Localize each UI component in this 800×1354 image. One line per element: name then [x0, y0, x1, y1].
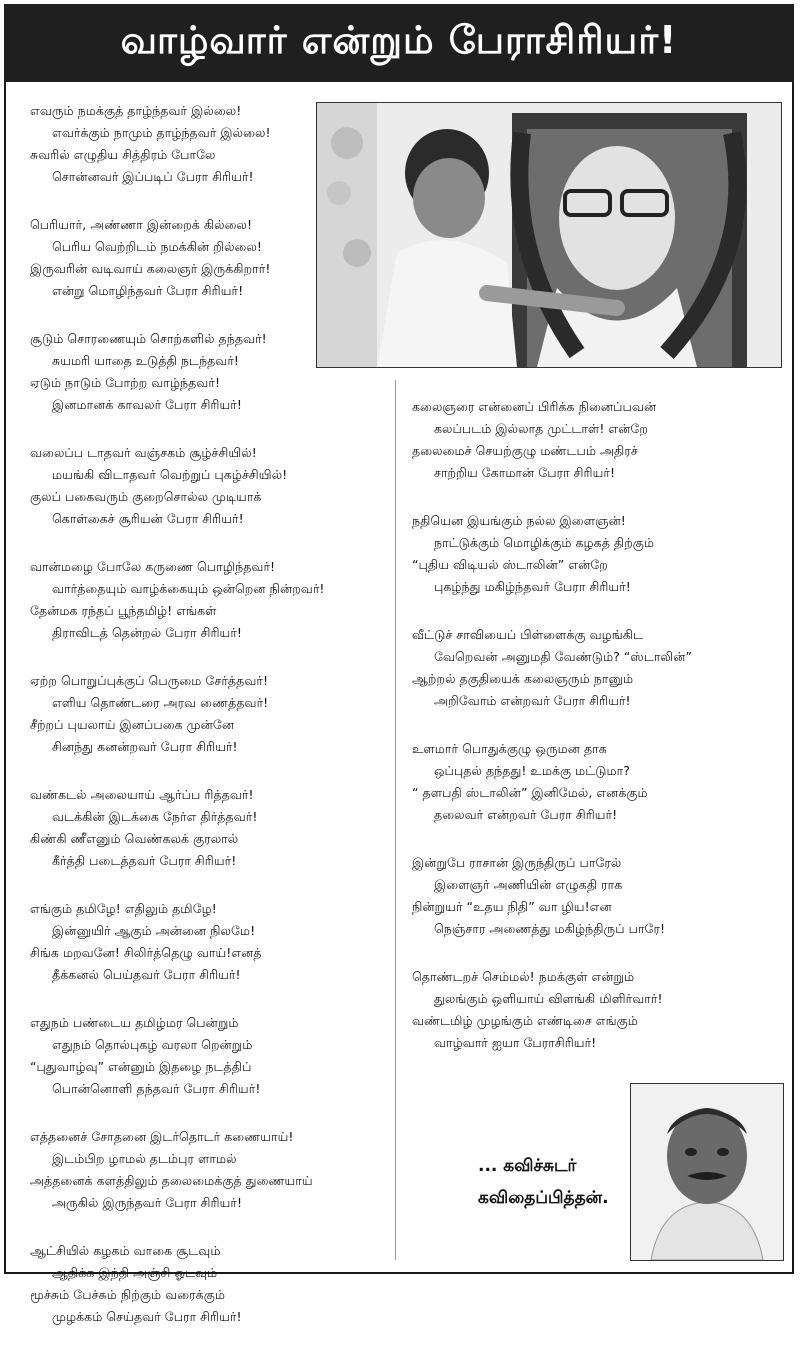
stanza — [30, 1240, 380, 1328]
poem-line: வீட்டுச் சாவியைப் பிள்ளைக்கு வழங்கிட — [412, 627, 644, 642]
poem-line: ஆற்றல் தகுதியைக் கலைஞரும் நானும் — [412, 671, 634, 686]
poem-line: எவரும் நமக்குத் தாழ்ந்தவர் இல்லை! — [30, 103, 242, 118]
poem-line: சூடும் சொரணையும் சொற்களில் தந்தவர்! — [30, 331, 267, 346]
poem-line: எங்கும் தமிழே! எதிலும் தமிழே! — [30, 901, 217, 916]
main-photo-illustration — [317, 103, 781, 367]
poem-line: வண்கடல் அலையாய் ஆர்ப்ப ரித்தவர்! — [30, 787, 254, 802]
poem-line: கலைஞரை என்னைப் பிரிக்க நினைப்பவன் — [412, 399, 657, 414]
poem-line: இனமானக் காவலர் பேரா சிரியர்! — [52, 397, 242, 412]
poem-line: தொண்டறச் செம்மல்! நமக்குள் என்றும் — [412, 969, 635, 984]
poem-line: மயங்கி விடாதவர் வெற்றுப் புகழ்ச்சியில்! — [52, 467, 288, 482]
poem-line: தலைமைச் செயற்குழு மண்டபம் அதிரச் — [412, 443, 638, 458]
poem-line: சினந்து கனன்றவர் பேரா சிரியர்! — [52, 739, 238, 754]
stanza — [412, 966, 782, 1054]
byline-line-2: கவிதைப்பித்தன். — [478, 1188, 609, 1208]
byline — [478, 1150, 628, 1214]
poem-line: பெரியார், அண்ணா இன்றைக் கில்லை! — [30, 217, 253, 232]
poet-photo — [630, 1083, 784, 1261]
stanza — [30, 1126, 380, 1214]
stanza — [30, 556, 380, 644]
poem-line: இளைஞர் அணியின் எழுகதி ராக — [434, 877, 623, 892]
stanza — [412, 738, 782, 826]
stanza — [30, 1012, 380, 1100]
poem-line: இடம்பிற ழாமல் தடம்புர ளாமல் — [52, 1151, 237, 1166]
poem-line: பொன்னொளி தந்தவர் பேரா சிரியர்! — [52, 1081, 261, 1096]
poem-line: குலப் பகைவரும் குறைசொல்ல முடியாக் — [30, 489, 262, 504]
stanza — [30, 784, 380, 872]
poem-line: முழக்கம் செய்தவர் பேரா சிரியர்! — [52, 1309, 242, 1324]
poem-line: அத்தனைக் களத்திலும் தலைமைக்குத் துணையாய் — [30, 1173, 313, 1188]
stanza — [412, 624, 782, 712]
poem-line: சிங்க மறவனே! சிலிர்த்தெழு வாய்!எனத் — [30, 945, 262, 960]
poem-line: ஏடும் நாடும் போற்ற வாழ்ந்தவர்! — [30, 375, 220, 390]
poem-line: ஆட்சியில் கழகம் வாகை சூடவும் — [30, 1243, 221, 1258]
poem-line: வான்மழை போலே கருணை பொழிந்தவர்! — [30, 559, 276, 574]
poem-line: சாற்றிய கோமான் பேரா சிரியர்! — [434, 465, 616, 480]
poem-line: கீர்த்தி படைத்தவர் பேரா சிரியர்! — [52, 853, 237, 868]
poem-line: சுயமரி யாதை உடுத்தி நடந்தவர்! — [52, 353, 239, 368]
poet-photo-illustration — [631, 1084, 783, 1260]
poem-line: சீற்றப் புயலாய் இனப்பகை முன்னே — [30, 717, 235, 732]
poem-line: கலப்படம் இல்லாத முட்டாள்! என்றே — [434, 421, 648, 436]
poem-line: ஆதிக்க இந்தி அஞ்சி ஓடவும் — [52, 1265, 218, 1280]
poem-line: எதுநம் தொல்புகழ் வரலா றென்றும் — [52, 1037, 253, 1052]
poem-line: புகழ்ந்து மகிழ்ந்தவர் பேரா சிரியர்! — [434, 579, 631, 594]
poem-line: இன்னுயிர் ஆகும் அன்னை நிலமே! — [52, 923, 256, 938]
poem-line: எத்தனைச் சோதனை இடர்தொடர் கணையாய்! — [30, 1129, 294, 1144]
right-poem-column — [412, 396, 782, 1080]
poem-line: இருவரின் வடிவாய் கலைஞர் இருக்கிறார்! — [30, 261, 271, 276]
stanza — [412, 510, 782, 598]
main-photo — [316, 102, 782, 368]
poem-line: தீக்கனல் பெய்தவர் பேரா சிரியர்! — [52, 967, 241, 982]
poem-line: சொன்னவர் இப்படிப் பேரா சிரியர்! — [52, 169, 254, 184]
poem-line: “புதுவாழ்வு” என்னும் இதழை நடத்திப் — [30, 1059, 252, 1074]
poem-line: மூச்சும் பேச்சும் நிற்கும் வரைக்கும் — [30, 1287, 225, 1302]
poem-line: இன்றுபே ராசான் இருந்திருப் பாரேல் — [412, 855, 622, 870]
poem-line: வண்டமிழ் முழங்கும் எண்டிசை எங்கும் — [412, 1013, 638, 1028]
poem-line: கிண்கி ணீஎனும் வெண்கலக் குரலால் — [30, 831, 239, 846]
poem-line: “ தளபதி ஸ்டாலின்” இனிமேல், எனக்கும் — [412, 785, 648, 800]
poem-line: ஒப்புதல் தந்தது! உமக்கு மட்டுமா? — [434, 763, 630, 778]
poem-line: எளிய தொண்டரை அரவ ணைத்தவர்! — [52, 695, 269, 710]
poem-line: வார்த்தையும் வாழ்க்கையும் ஒன்றென நின்றவர்! — [52, 581, 325, 596]
stanza — [30, 670, 380, 758]
poem-line: நெஞ்சார அணைத்து மகிழ்ந்திருப் பாரே! — [434, 921, 666, 936]
poem-line: வாழ்வார் ஐயா பேராசிரியர்! — [434, 1035, 597, 1050]
poem-line: அறிவோம் என்றவர் பேரா சிரியர்! — [434, 693, 631, 708]
poem-line: நதியென இயங்கும் நல்ல இளைஞன்! — [412, 513, 626, 528]
stanza — [30, 442, 380, 530]
poem-line: கொள்கைச் சூரியன் பேரா சிரியர்! — [52, 511, 244, 526]
stanza — [412, 396, 782, 484]
stanza — [30, 898, 380, 986]
poem-line: சுவரில் எழுதிய சித்திரம் போலே — [30, 147, 216, 162]
poem-line: நின்றுயர் “உதய நிதி” வா ழிய!என — [412, 899, 612, 914]
stanza — [412, 852, 782, 940]
poem-line: வேறெவன் அனுமதி வேண்டும்? “ஸ்டாலின்” — [434, 649, 692, 664]
poem-line: பெரிய வெற்றிடம் நமக்கின் றில்லை! — [52, 239, 262, 254]
poem-line: “புதிய விடியல் ஸ்டாலின்” என்றே — [412, 557, 608, 572]
poem-line: தலைவர் என்றவர் பேரா சிரியர்! — [434, 807, 618, 822]
poem-line: எவர்க்கும் நாமும் தாழ்ந்தவர் இல்லை! — [52, 125, 271, 140]
poem-line: வலைப்ப டாதவர் வஞ்சகம் சூழ்ச்சியில்! — [30, 445, 257, 460]
poem-line: உளமார் பொதுக்குழு ஒருமன தாக — [412, 741, 607, 756]
poem-line: ஏற்ற பொறுப்புக்குப் பெருமை சேர்த்தவர்! — [30, 673, 269, 688]
poem-line: நாட்டுக்கும் மொழிக்கும் கழகத் திற்கும் — [434, 535, 655, 550]
poem-line: திராவிடத் தென்றல் பேரா சிரியர்! — [52, 625, 242, 640]
poem-line: துலங்கும் ஒளியாய் விளங்கி மிளிர்வார்! — [434, 991, 663, 1006]
page-title: வாழ்வார் என்றும் பேராசிரியர்! — [4, 4, 794, 82]
poem-line: வடக்கின் இடக்கை நேர்எ திர்த்தவர்! — [52, 809, 258, 824]
poem-line: அருகில் இருந்தவர் பேரா சிரியர்! — [52, 1195, 243, 1210]
poem-line: தேன்மக ரந்தப் பூந்தமிழ்! எங்கள் — [30, 603, 217, 618]
column-divider — [395, 380, 396, 1260]
poem-line: என்று மொழிந்தவர் பேரா சிரியர்! — [52, 283, 244, 298]
poem-line: எதுநம் பண்டைய தமிழ்மர பென்றும் — [30, 1015, 239, 1030]
byline-line-1: ... கவிச்சுடர் — [478, 1156, 577, 1176]
